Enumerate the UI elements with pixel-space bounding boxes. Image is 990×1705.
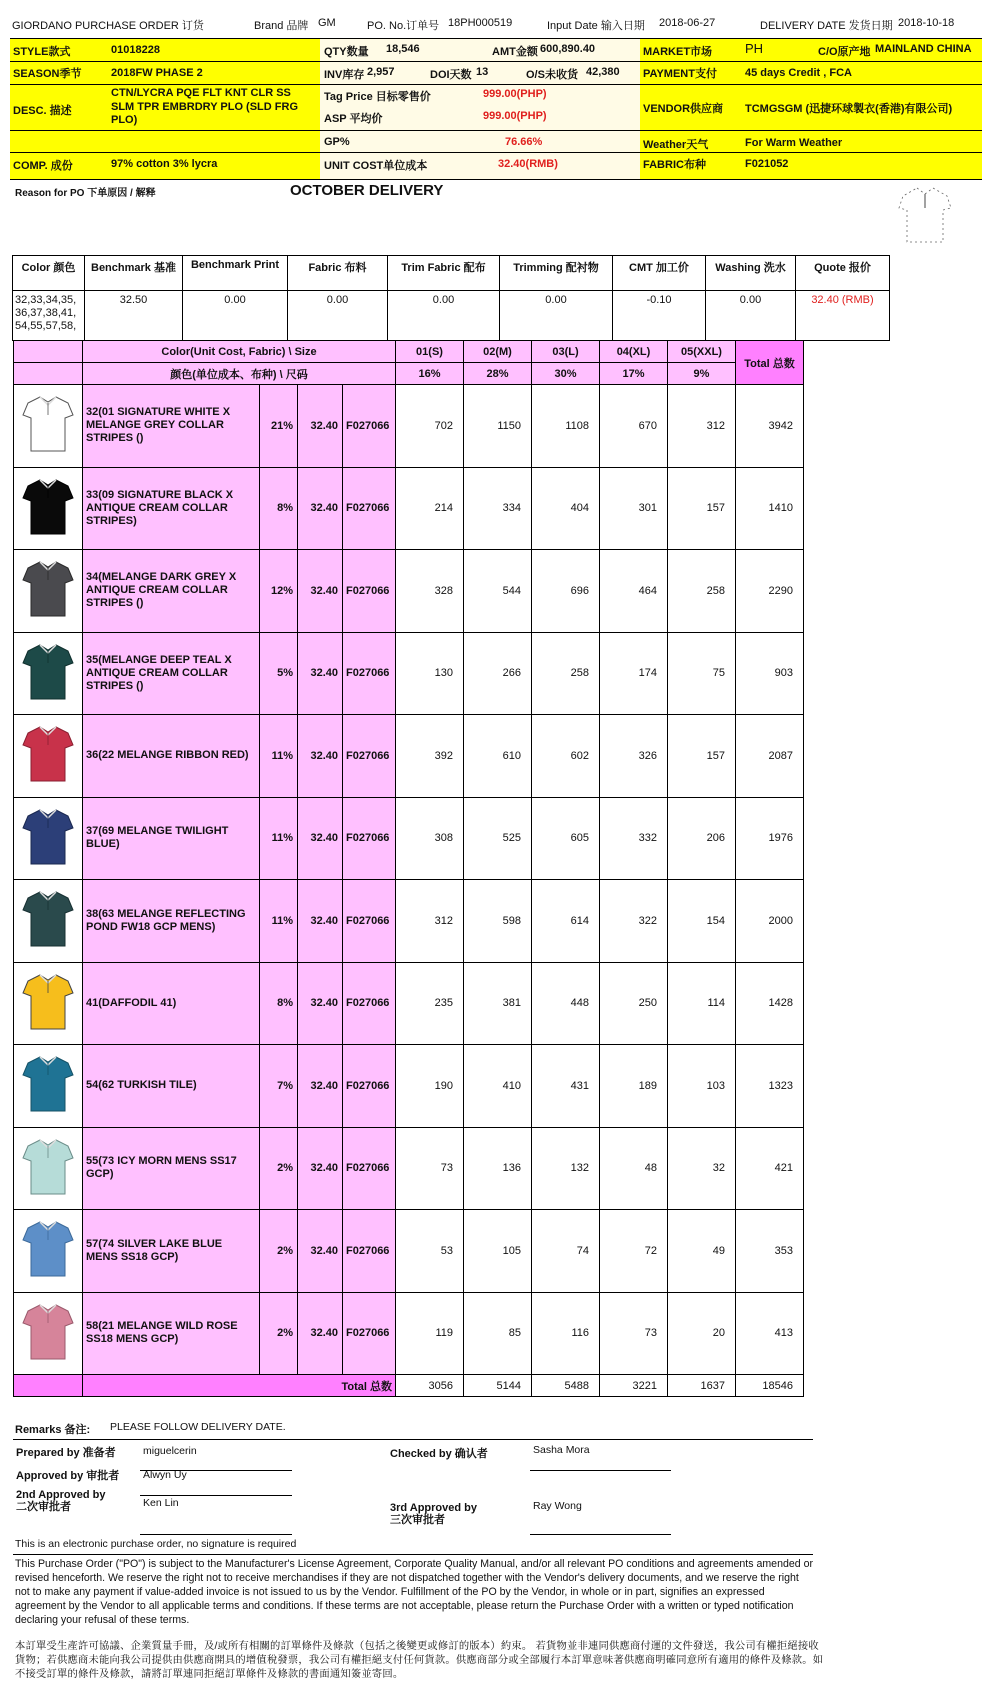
cost-colors — [13, 291, 85, 341]
color-description: 32(01 SIGNATURE WHITE X MELANGE GREY COLLAR STRIPES () — [83, 385, 260, 468]
fabric-code: F027066 — [343, 385, 396, 468]
approved-signature-line — [140, 1495, 292, 1496]
terms-divider — [13, 1554, 813, 1555]
polo-shirt-icon — [22, 393, 74, 455]
size-quantity: 105 — [464, 1210, 532, 1293]
cost-header: Washing 洗水 — [706, 256, 796, 291]
desc-line: CTN/LYCRA PQE FLT KNT CLR SS — [111, 87, 291, 99]
size-quantity: 74 — [532, 1210, 600, 1293]
size-header: 04(XL) — [600, 341, 668, 363]
style-value: 01018228 — [111, 44, 160, 56]
asp-label: ASP 平均价 — [324, 113, 383, 125]
size-quantity: 189 — [600, 1045, 668, 1128]
cost-header: Benchmark 基准 — [85, 256, 183, 291]
approved3-label-en: 3rd Approved by — [390, 1502, 477, 1514]
cost-header: Fabric 布料 — [288, 256, 388, 291]
unit-cost: 32.40 — [298, 962, 343, 1045]
size-quantity: 206 — [668, 797, 736, 880]
unit-cost: 32.40 — [298, 1045, 343, 1128]
size-total: 3056 — [396, 1375, 464, 1397]
unit-cost: 32.40 — [298, 467, 343, 550]
unit-cost: 32.40 — [298, 797, 343, 880]
checked-label: Checked by 确认者 — [390, 1448, 488, 1460]
po-title: GIORDANO PURCHASE ORDER 订货 — [12, 20, 204, 32]
fabric-code: F027066 — [343, 715, 396, 798]
product-image — [14, 1292, 83, 1375]
gp-label: GP% — [324, 136, 350, 148]
unit-cost: 32.40 — [298, 1127, 343, 1210]
size-quantity: 404 — [532, 467, 600, 550]
size-quantity: 544 — [464, 550, 532, 633]
size-quantity: 312 — [668, 385, 736, 468]
size-quantity: 702 — [396, 385, 464, 468]
color-description: 57(74 SILVER LAKE BLUE MENS SS18 GCP) — [83, 1210, 260, 1293]
desc-line: SLM TPR EMBRDRY PLO (SLD FRG — [111, 100, 298, 113]
unit-cost: 32.40 — [298, 715, 343, 798]
polo-shirt-icon — [22, 1136, 74, 1198]
payment-label: PAYMENT支付 — [643, 68, 717, 80]
color-percentage: 2% — [260, 1210, 298, 1293]
size-quantity: 214 — [396, 467, 464, 550]
approved3-signature-line — [530, 1534, 671, 1535]
color-percentage: 11% — [260, 880, 298, 963]
size-pct: 28% — [464, 363, 532, 385]
weather-value: For Warm Weather — [745, 137, 843, 149]
product-image — [14, 715, 83, 798]
size-quantity: 75 — [668, 632, 736, 715]
row-total: 353 — [736, 1210, 804, 1293]
quote-value: 32.40 (RMB) — [796, 291, 890, 341]
order-info-block — [10, 38, 982, 179]
cost-header: Trim Fabric 配布 — [388, 256, 500, 291]
electronic-note: This is an electronic purchase order, no signature is required — [15, 1538, 297, 1550]
season-value: 2018FW PHASE 2 — [111, 67, 203, 79]
size-total: 5144 — [464, 1375, 532, 1397]
size-quantity: 381 — [464, 962, 532, 1045]
fabric-label: FABRIC布种 — [643, 159, 706, 171]
size-quantity: 301 — [600, 467, 668, 550]
table-row — [14, 1292, 804, 1375]
size-quantity: 85 — [464, 1292, 532, 1375]
color-description: 36(22 MELANGE RIBBON RED) — [83, 715, 260, 798]
size-pct: 9% — [668, 363, 736, 385]
po-number-value: 18PH000519 — [448, 17, 513, 29]
unit-cost: 32.40 — [298, 385, 343, 468]
size-quantity: 614 — [532, 880, 600, 963]
size-quantity: 32 — [668, 1127, 736, 1210]
colors-line: 54,55,57,58, — [15, 320, 77, 332]
product-image — [14, 1210, 83, 1293]
fabric-value: F021052 — [745, 158, 789, 170]
size-quantity: 130 — [396, 632, 464, 715]
product-image — [14, 550, 83, 633]
size-quantity: 410 — [464, 1045, 532, 1128]
polo-shirt-icon — [22, 476, 74, 538]
header-color-cn: 颜色(单位成本、布种) \ 尺码 — [83, 363, 396, 385]
grand-total: 18546 — [736, 1375, 804, 1397]
row-total: 413 — [736, 1292, 804, 1375]
color-percentage: 2% — [260, 1292, 298, 1375]
size-quantity: 73 — [396, 1127, 464, 1210]
market-label: MARKET市场 — [643, 46, 713, 58]
main-header-row-1 — [14, 341, 804, 363]
style-label: STYLE款式 — [13, 46, 71, 58]
comp-label: COMP. 成份 — [13, 160, 73, 172]
color-percentage: 12% — [260, 550, 298, 633]
reason-value: OCTOBER DELIVERY — [290, 182, 444, 199]
approved-label: Approved by 审批者 — [16, 1470, 120, 1482]
totals-blank — [14, 1375, 83, 1397]
market-value: PH — [745, 41, 764, 56]
gp-value: 76.66% — [505, 136, 543, 148]
size-quantity: 308 — [396, 797, 464, 880]
fabric-code: F027066 — [343, 1292, 396, 1375]
product-image — [14, 632, 83, 715]
fabric-code: F027066 — [343, 1210, 396, 1293]
cost-value-row — [13, 291, 890, 341]
row-total: 3942 — [736, 385, 804, 468]
row-total: 2290 — [736, 550, 804, 633]
unit-cost: 32.40 — [298, 880, 343, 963]
doi-value: 13 — [476, 66, 489, 78]
size-quantity: 157 — [668, 715, 736, 798]
approved2-label-cn: 二次审批者 — [16, 1501, 71, 1513]
size-quantity: 598 — [464, 880, 532, 963]
origin-label: C/O原产地 — [818, 46, 871, 58]
table-row — [14, 385, 804, 468]
polo-shirt-icon — [22, 641, 74, 703]
delivery-date-label: DELIVERY DATE 发货日期 — [760, 20, 893, 32]
polo-shirt-icon — [22, 558, 74, 620]
size-quantity: 670 — [600, 385, 668, 468]
unit-cost: 32.40 — [298, 550, 343, 633]
vendor-value: TCMGSGM (迅捷环球製衣(香港)有限公司) — [745, 103, 953, 115]
row-total: 1323 — [736, 1045, 804, 1128]
cost-header-row — [13, 256, 890, 291]
cost-header: Benchmark Print — [183, 256, 288, 291]
size-pct: 16% — [396, 363, 464, 385]
approved2-signature-line — [140, 1534, 292, 1535]
size-quantity: 322 — [600, 880, 668, 963]
doi-label: DOI天数 — [430, 69, 472, 81]
color-description: 54(62 TURKISH TILE) — [83, 1045, 260, 1128]
size-quantity: 136 — [464, 1127, 532, 1210]
table-row — [14, 962, 804, 1045]
remarks-label: Remarks 备注: — [15, 1424, 91, 1436]
brand-value: GM — [318, 17, 336, 29]
cost-header: Quote 报价 — [796, 256, 890, 291]
cost-value: 0.00 — [500, 291, 613, 341]
size-quantity: 696 — [532, 550, 600, 633]
size-quantity: 431 — [532, 1045, 600, 1128]
polo-shirt-icon — [22, 971, 74, 1033]
size-quantity: 602 — [532, 715, 600, 798]
divider — [10, 84, 982, 85]
size-quantity: 190 — [396, 1045, 464, 1128]
cost-value: 32.50 — [85, 291, 183, 341]
payment-value: 45 days Credit , FCA — [745, 67, 852, 79]
cost-value: 0.00 — [183, 291, 288, 341]
color-percentage: 11% — [260, 715, 298, 798]
fabric-code: F027066 — [343, 1127, 396, 1210]
unit-cost: 32.40 — [298, 1210, 343, 1293]
header-color-en: Color(Unit Cost, Fabric) \ Size — [83, 341, 396, 363]
desc-line: PLO) — [111, 114, 138, 126]
row-total: 903 — [736, 632, 804, 715]
color-description: 35(MELANGE DEEP TEAL X ANTIQUE CREAM COLLAR STRIPES () — [83, 632, 260, 715]
divider — [10, 179, 982, 180]
unit-cost: 32.40 — [298, 1292, 343, 1375]
fabric-code: F027066 — [343, 632, 396, 715]
size-quantity: 103 — [668, 1045, 736, 1128]
product-image — [14, 467, 83, 550]
size-quantity: 312 — [396, 880, 464, 963]
desc-label: DESC. 描述 — [13, 105, 72, 117]
divider — [10, 152, 982, 153]
size-quantity: 392 — [396, 715, 464, 798]
cost-value: 0.00 — [388, 291, 500, 341]
size-quantity: 464 — [600, 550, 668, 633]
row-total: 1428 — [736, 962, 804, 1045]
cost-breakdown-table — [12, 255, 890, 341]
color-description: 37(69 MELANGE TWILIGHT BLUE) — [83, 797, 260, 880]
size-header: 01(S) — [396, 341, 464, 363]
size-quantity: 72 — [600, 1210, 668, 1293]
fabric-code: F027066 — [343, 467, 396, 550]
color-description: 33(09 SIGNATURE BLACK X ANTIQUE CREAM COLLAR STRIPES) — [83, 467, 260, 550]
polo-shirt-icon — [22, 1218, 74, 1280]
color-description: 58(21 MELANGE WILD ROSE SS18 MENS GCP) — [83, 1292, 260, 1375]
size-quantity: 610 — [464, 715, 532, 798]
fabric-code: F027066 — [343, 797, 396, 880]
asp-value: 999.00(PHP) — [483, 110, 547, 122]
main-header-row-2 — [14, 363, 804, 385]
size-quantity: 235 — [396, 962, 464, 1045]
header-blank — [14, 341, 83, 363]
size-quantity: 1108 — [532, 385, 600, 468]
size-header: 05(XXL) — [668, 341, 736, 363]
size-quantity: 154 — [668, 880, 736, 963]
product-image — [14, 962, 83, 1045]
size-quantity: 49 — [668, 1210, 736, 1293]
polo-shirt-icon — [22, 723, 74, 785]
approved3-label-cn: 三次审批者 — [390, 1514, 445, 1526]
color-percentage: 8% — [260, 962, 298, 1045]
checked-signature-line — [530, 1470, 671, 1471]
cost-header: CMT 加工价 — [613, 256, 706, 291]
polo-shirt-icon — [22, 888, 74, 950]
size-pct: 30% — [532, 363, 600, 385]
checked-value: Sasha Mora — [533, 1444, 590, 1456]
size-quantity: 48 — [600, 1127, 668, 1210]
os-label: O/S未收货 — [526, 69, 578, 81]
size-quantity: 334 — [464, 467, 532, 550]
size-quantity: 119 — [396, 1292, 464, 1375]
qty-label: QTY数量 — [324, 46, 369, 58]
colors-line: 32,33,34,35, — [15, 294, 77, 306]
size-quantity: 116 — [532, 1292, 600, 1375]
polo-shirt-icon — [22, 806, 74, 868]
size-header: 02(M) — [464, 341, 532, 363]
size-quantity-table — [13, 340, 804, 1397]
table-row — [14, 1045, 804, 1128]
size-total: 5488 — [532, 1375, 600, 1397]
row-total: 2087 — [736, 715, 804, 798]
size-quantity: 525 — [464, 797, 532, 880]
cost-value: -0.10 — [613, 291, 706, 341]
inv-label: INV库存 — [324, 69, 365, 81]
color-percentage: 11% — [260, 797, 298, 880]
prepared-label: Prepared by 准备者 — [16, 1447, 116, 1459]
unit-cost-label: UNIT COST单位成本 — [324, 160, 428, 172]
style-sketch-icon — [895, 184, 955, 246]
color-description: 34(MELANGE DARK GREY X ANTIQUE CREAM COLLAR STRIPES () — [83, 550, 260, 633]
color-percentage: 5% — [260, 632, 298, 715]
size-total: 1637 — [668, 1375, 736, 1397]
size-quantity: 258 — [668, 550, 736, 633]
row-total: 1410 — [736, 467, 804, 550]
polo-shirt-icon — [22, 1053, 74, 1115]
input-date-label: Input Date 输入日期 — [547, 20, 645, 32]
size-quantity: 174 — [600, 632, 668, 715]
size-quantity: 114 — [668, 962, 736, 1045]
qty-value: 18,546 — [386, 43, 420, 55]
totals-label: Total 总数 — [83, 1375, 396, 1397]
table-row — [14, 632, 804, 715]
tag-price-label: Tag Price 目标零售价 — [324, 91, 431, 103]
table-row — [14, 1210, 804, 1293]
table-row — [14, 467, 804, 550]
polo-shirt-icon — [22, 1301, 74, 1363]
os-value: 42,380 — [586, 66, 620, 78]
reason-label: Reason for PO 下单原因 / 解释 — [15, 188, 156, 199]
cost-value: 0.00 — [706, 291, 796, 341]
remarks-divider — [13, 1439, 813, 1440]
unit-cost: 32.40 — [298, 632, 343, 715]
color-percentage: 8% — [260, 467, 298, 550]
size-quantity: 1150 — [464, 385, 532, 468]
size-quantity: 332 — [600, 797, 668, 880]
tag-price-value: 999.00(PHP) — [483, 88, 547, 100]
desc-value — [111, 87, 298, 128]
prepared-value: miguelcerin — [143, 1445, 197, 1457]
table-row — [14, 880, 804, 963]
fabric-code: F027066 — [343, 550, 396, 633]
amt-label: AMT金额 — [492, 46, 538, 58]
size-total: 3221 — [600, 1375, 668, 1397]
product-image — [14, 880, 83, 963]
color-percentage: 21% — [260, 385, 298, 468]
vendor-label: VENDOR供应商 — [643, 103, 724, 115]
delivery-date-value: 2018-10-18 — [898, 17, 955, 29]
po-title-row — [12, 17, 987, 33]
remarks-value: PLEASE FOLLOW DELIVERY DATE. — [110, 1421, 286, 1433]
size-quantity: 266 — [464, 632, 532, 715]
table-row — [14, 550, 804, 633]
row-total: 2000 — [736, 880, 804, 963]
approved3-value: Ray Wong — [533, 1500, 582, 1512]
product-image — [14, 1045, 83, 1128]
approved2-label-en: 2nd Approved by — [16, 1489, 106, 1501]
table-row — [14, 715, 804, 798]
color-percentage: 7% — [260, 1045, 298, 1128]
inv-value: 2,957 — [367, 66, 395, 78]
total-header: Total 总数 — [736, 341, 804, 385]
cost-header: Color 颜色 — [13, 256, 85, 291]
size-quantity: 250 — [600, 962, 668, 1045]
size-quantity: 328 — [396, 550, 464, 633]
color-description: 41(DAFFODIL 41) — [83, 962, 260, 1045]
table-row — [14, 1127, 804, 1210]
weather-label: Weather天气 — [643, 139, 709, 151]
cost-header: Trimming 配衬物 — [500, 256, 613, 291]
header-blank — [14, 363, 83, 385]
cost-value: 0.00 — [288, 291, 388, 341]
table-row — [14, 797, 804, 880]
brand-label: Brand 品牌 — [254, 20, 309, 32]
product-image — [14, 1127, 83, 1210]
size-quantity: 258 — [532, 632, 600, 715]
fabric-code: F027066 — [343, 1045, 396, 1128]
size-pct: 17% — [600, 363, 668, 385]
approved2-value: Ken Lin — [143, 1497, 179, 1509]
season-label: SEASON季节 — [13, 68, 82, 80]
product-image — [14, 797, 83, 880]
approved2-label — [16, 1489, 105, 1513]
amt-value: 600,890.40 — [540, 43, 596, 55]
color-description: 38(63 MELANGE REFLECTING POND FW18 GCP MENS) — [83, 880, 260, 963]
colors-line: 36,37,38,41, — [15, 307, 77, 319]
size-quantity: 157 — [668, 467, 736, 550]
size-quantity: 605 — [532, 797, 600, 880]
product-image — [14, 385, 83, 468]
size-header: 03(L) — [532, 341, 600, 363]
unit-cost-value: 32.40(RMB) — [498, 158, 558, 170]
row-total: 1976 — [736, 797, 804, 880]
divider — [10, 61, 982, 62]
fabric-code: F027066 — [343, 880, 396, 963]
size-quantity: 20 — [668, 1292, 736, 1375]
po-number-label: PO. No.订单号 — [367, 20, 440, 32]
size-quantity: 73 — [600, 1292, 668, 1375]
approved-value: Alwyn Uy — [143, 1469, 187, 1481]
size-quantity: 448 — [532, 962, 600, 1045]
divider — [10, 130, 982, 131]
origin-value: MAINLAND CHINA — [875, 43, 972, 55]
terms-chinese: 本訂單受生產許可協議、企業質量手冊，及/或所有相關的訂單條件及條款（包括之後變更或修訂的版本）約束。 若貨物並非連同供應商付運的文件發送，我公司有權拒絕接收貨物；若供應商未能向我公司提供由供應商開具的增值稅發票，我公司有權拒絕支付任何貨款。供應商部分或全部履行本訂單意味著供應商明確同意所有適用的條件及條款。如不接受訂單的條件及條款，請將訂單連同拒絕訂單條件及條款的書面通知簽並寄回。 — [15, 1641, 824, 1680]
color-percentage: 2% — [260, 1127, 298, 1210]
terms-english: This Purchase Order ("PO") is subject to the Manufacturer's License Agreement, Corporate Quality Manual, and/or all relevant PO conditions and agreements amended or revised henceforth. We reserve the right not to receive merchandises if they are not dispatched together with the Vendor's delivery documents, and we reserve the right not to make any payment if value-added invoice is not issued to us by the Vendor. Fulfillment of the PO by the Vendor, in whole or in part, signifies an expressed agreement by the Vendor to all applicable terms and conditions. If these terms are not acceptable, please return the Purchase Order with a written or typed notification declaring your refusal of these terms. — [15, 1558, 814, 1626]
approved3-label — [390, 1502, 477, 1526]
input-date-value: 2018-06-27 — [659, 17, 716, 29]
size-quantity: 326 — [600, 715, 668, 798]
fabric-code: F027066 — [343, 962, 396, 1045]
comp-value: 97% cotton 3% lycra — [111, 158, 218, 170]
size-quantity: 132 — [532, 1127, 600, 1210]
size-quantity: 53 — [396, 1210, 464, 1293]
totals-row — [14, 1375, 804, 1397]
row-total: 421 — [736, 1127, 804, 1210]
color-description: 55(73 ICY MORN MENS SS17 GCP) — [83, 1127, 260, 1210]
